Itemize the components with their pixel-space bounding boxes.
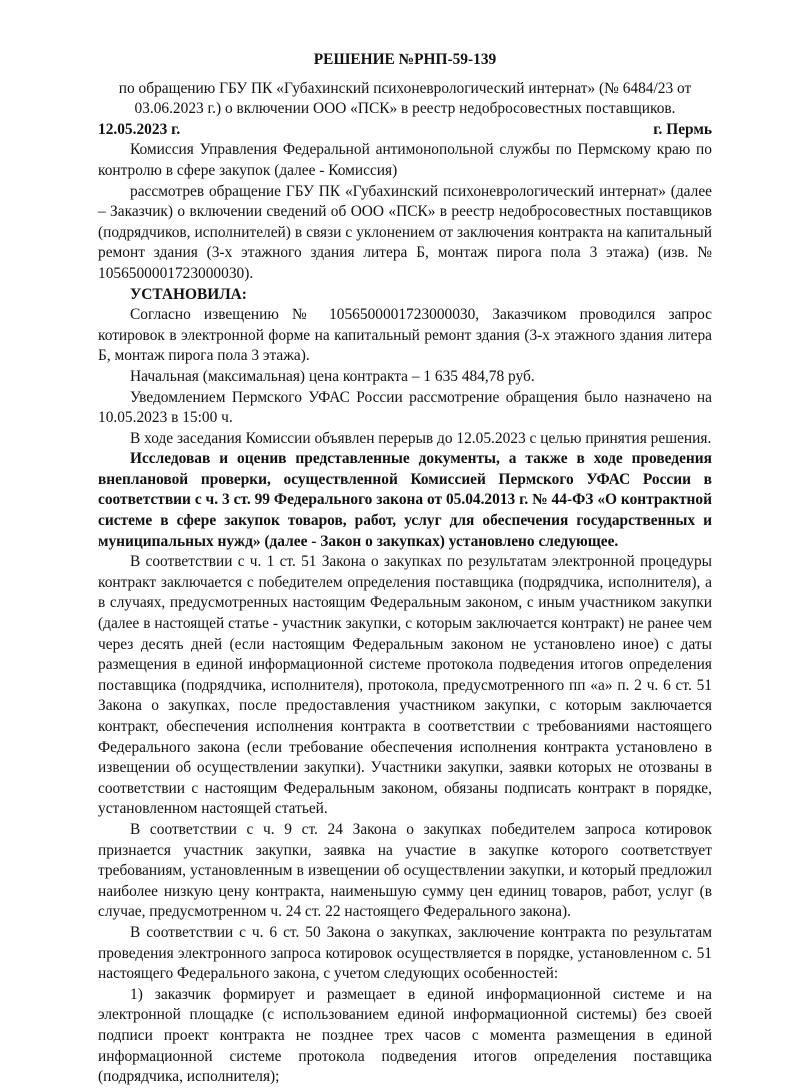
paragraph: 1) заказчик формирует и размещает в единой информационной системе и на электронной площадке (с использованием единой информационной системы) без своей подписи проект контракта не позднее трех часов с момента размещения в единой информационной системе протокола подведения итогов определения поставщика (подрядчика, исполнителя); (98, 985, 712, 1086)
paragraph: Согласно извещению № 1056500001723000030, Заказчиком проводился запрос котировок в электронной форме на капитальный ремонт здания (3-х этажного здания литера Б, монтаж пирога пола 3 этажа). (98, 306, 712, 365)
paragraph: В соответствии с ч. 6 ст. 50 Закона о закупках, заключение контракта по результатам проведения электронного запроса котировок осуществляется в порядке, установленном с. 51 настоящего Федерального закона, с учетом следующих особенностей: (98, 923, 712, 983)
paragraph: Уведомлением Пермского УФАС России рассмотрение обращения было назначено на 10.05.2023 в 15:00 ч. (98, 388, 712, 427)
document-title: РЕШЕНИЕ №РНП-59-139 (313, 51, 497, 68)
paragraph: В ходе заседания Комиссии объявлен перерыв до 12.05.2023 с целью принятия решения. (130, 429, 712, 447)
document-date: 12.05.2023 г. (98, 120, 181, 138)
document-subtitle: по обращению ГБУ ПК «Губахинский психоневрологический интернат» (№ 6484/23 от 03.06.2023 г.) о включении ООО «ПСК» в реестр недобросовестных поставщиков. (118, 79, 692, 118)
paragraph: Комиссия Управления Федеральной антимонопольной службы по Пермскому краю по контролю в сфере закупок (далее - Комиссия) (98, 141, 712, 179)
document-city: г. Пермь (653, 120, 712, 138)
paragraph: В соответствии с ч. 9 ст. 24 Закона о закупках победителем запроса котировок признается участник закупки, заявка на участие в закупке которого соответствует требованиям, установленным в извещении об осуществлении закупки, и который предложил наиболее низкую цену контракта, наименьшую сумму цен единиц товаров, работ, услуг (в случае, предусмотренном ч. 24 ст. 22 настоящего Федерального закона). (98, 820, 712, 921)
document-body (98, 140, 712, 1087)
paragraph: В соответствии с ч. 1 ст. 51 Закона о закупках по результатам электронной процедуры контракт заключается с победителем определения поставщика (подрядчика, исполнителя), а в случаях, предусмотренных настоящим Федеральным законом, с иным участником закупки (далее в настоящей статье - участник закупки, с которым заключается контракт) не ранее чем через десять дней (если настоящим Федеральным законом не установлено иное) с даты размещения в единой информационной системе протокола подведения итогов определения поставщика (подрядчика, исполнителя), протокола, предусмотренного пп «а» п. 2 ч. 6 ст. 51 Закона о закупках, после предоставления участником закупки, с которым заключается контракт, обеспечения исполнения контракта в соответствии с требованиями настоящего Федерального закона (если требование обеспечения исполнения контракта установлено в извещении об осуществлении закупки). Участники закупки, заявки которых не отозваны в соответствии с настоящим Федеральным законом, обязаны подписать контракт в порядке, установленном настоящей статьей. (98, 553, 712, 818)
paragraph: Начальная (максимальная) цена контракта – 1 635 484,78 руб. (130, 367, 535, 385)
bold-paragraph: Исследовав и оценив представленные документы, а также в ходе проведения внеплановой проверки, осуществленной Комиссией Пермского УФАС России в соответствии с ч. 3 ст. 99 Федерального закона от 05.04.2013 г. № 44-ФЗ «О контрактной системе в сфере закупок товаров, работ, услуг для обеспечения государственных и муниципальных нужд» (далее - Закон о закупках) установлено следующее. (98, 450, 712, 550)
dateline (98, 120, 712, 141)
paragraph: рассмотрев обращение ГБУ ПК «Губахинский психоневрологический интернат» (далее – Заказчик) о включении сведений об ООО «ПСК» в реестр недобросовестных поставщиков (подрядчиков, исполнителей) в связи с уклонением от заключения контракта на капитальный ремонт здания (3-х этажного здания литера Б, монтаж пирога пола 3 этажа) (изв. № 1056500001723000030). (98, 182, 712, 282)
section-heading: УСТАНОВИЛА: (130, 285, 247, 303)
